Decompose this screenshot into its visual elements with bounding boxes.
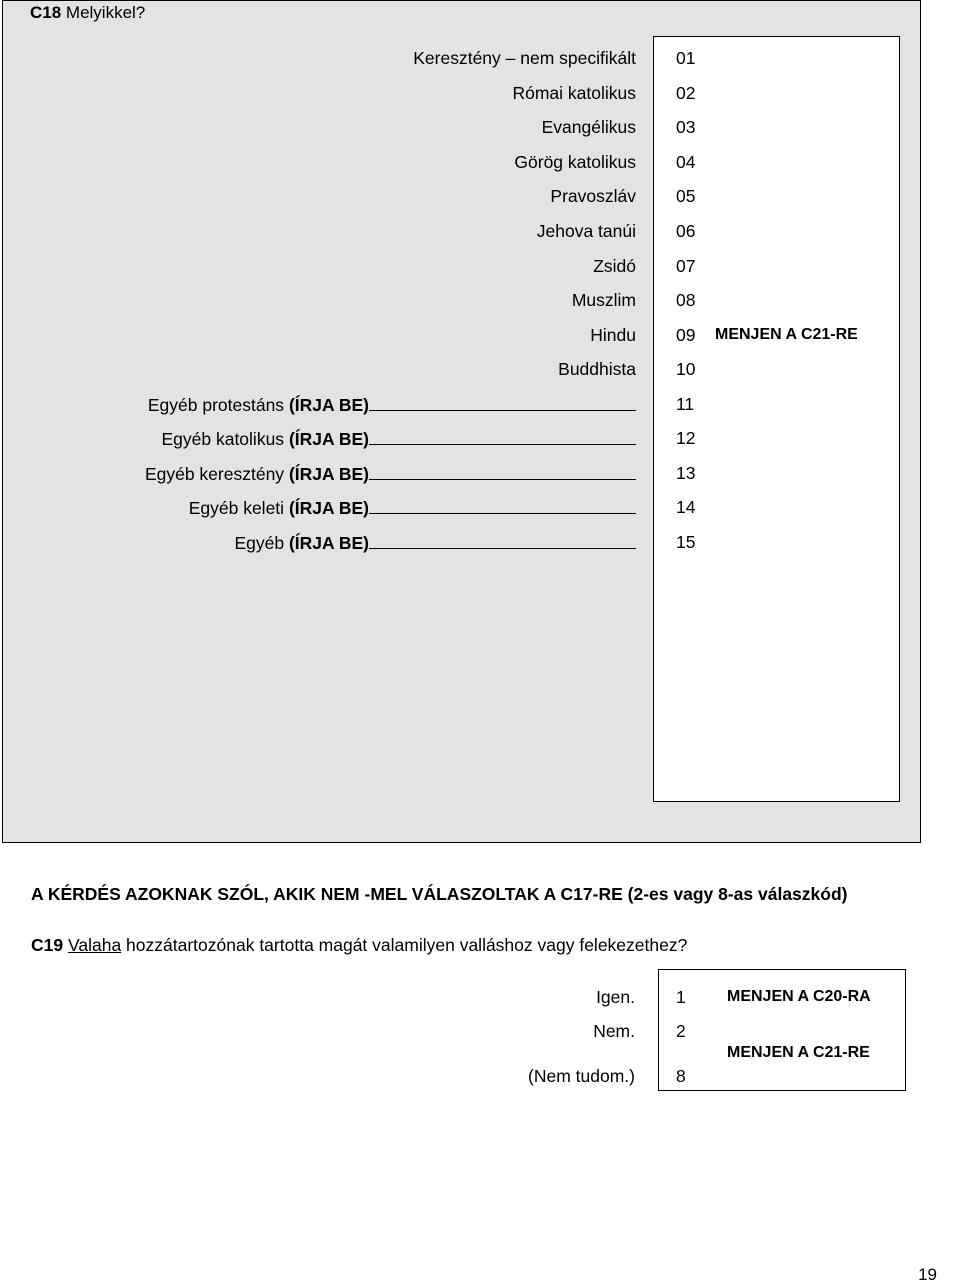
answer-code[interactable]: 1 — [676, 987, 686, 1007]
option-code[interactable]: 10 — [676, 359, 696, 379]
page-number: 19 — [918, 1265, 937, 1284]
code-column-box — [653, 36, 900, 802]
option-label: Buddhista — [558, 359, 636, 379]
option-label: Muszlim — [571, 290, 636, 310]
option-code[interactable]: 08 — [676, 290, 696, 310]
answer-label: Nem. — [593, 1021, 635, 1041]
option-label: Római katolikus — [512, 83, 636, 103]
option-code[interactable]: 05 — [676, 186, 696, 206]
answer-label: Igen. — [596, 987, 635, 1007]
write-in-option: Egyéb (ÍRJA BE) — [234, 532, 636, 554]
option-label: Jehova tanúi — [536, 221, 636, 241]
write-in-option: Egyéb katolikus (ÍRJA BE) — [161, 428, 636, 450]
write-in-line[interactable] — [369, 428, 636, 445]
option-code[interactable]: 11 — [676, 394, 695, 414]
option-code[interactable]: 09 — [676, 325, 696, 345]
question-c19-label: C19 Valaha hozzátartozónak tartotta magát valamilyen valláshoz vagy felekezethez? — [31, 935, 688, 955]
option-code[interactable]: 15 — [676, 532, 696, 552]
option-code[interactable]: 06 — [676, 221, 696, 241]
option-code[interactable]: 03 — [676, 117, 696, 137]
write-in-option: Egyéb keleti (ÍRJA BE) — [189, 497, 636, 519]
write-in-line[interactable] — [369, 463, 636, 480]
option-label: Görög katolikus — [514, 152, 636, 172]
write-in-line[interactable] — [369, 532, 636, 549]
filter-instruction: A KÉRDÉS AZOKNAK SZÓL, AKIK NEM -MEL VÁLASZOLTAK A C17-RE (2-es vagy 8-as válaszkód) — [31, 884, 848, 904]
option-code[interactable]: 07 — [676, 256, 696, 276]
option-label: Evangélikus — [541, 117, 636, 137]
option-code[interactable]: 14 — [676, 497, 696, 517]
skip-instruction: MENJEN A C20-RA — [727, 988, 871, 1005]
write-in-option: Egyéb protestáns (ÍRJA BE) — [148, 394, 636, 416]
skip-instruction: MENJEN A C21-RE — [727, 1044, 870, 1061]
answer-label: (Nem tudom.) — [528, 1066, 635, 1086]
write-in-line[interactable] — [369, 497, 636, 514]
option-label: Hindu — [590, 325, 636, 345]
option-code[interactable]: 02 — [676, 83, 696, 103]
option-code[interactable]: 01 — [676, 48, 696, 68]
option-label: Pravoszláv — [550, 186, 636, 206]
write-in-option: Egyéb keresztény (ÍRJA BE) — [145, 463, 636, 485]
write-in-line[interactable] — [369, 394, 636, 411]
question-c18-label: C18 Melyikkel? — [30, 3, 146, 22]
option-code[interactable]: 04 — [676, 152, 696, 172]
skip-instruction: MENJEN A C21-RE — [715, 326, 858, 343]
answer-code[interactable]: 2 — [676, 1021, 686, 1041]
answer-code[interactable]: 8 — [676, 1066, 686, 1086]
option-code[interactable]: 13 — [676, 463, 696, 483]
option-label: Zsidó — [593, 256, 636, 276]
option-label: Keresztény – nem specifikált — [413, 48, 636, 68]
option-code[interactable]: 12 — [676, 428, 696, 448]
